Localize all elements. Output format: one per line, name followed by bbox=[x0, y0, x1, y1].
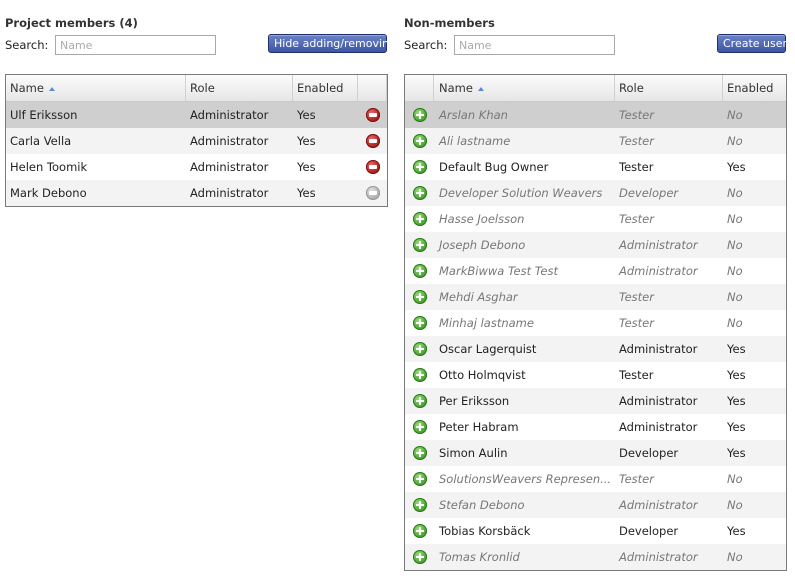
column-header-action bbox=[405, 75, 434, 101]
non-member-enabled: Yes bbox=[727, 368, 746, 382]
add-icon[interactable] bbox=[413, 290, 427, 304]
member-row[interactable] bbox=[6, 154, 387, 180]
non-member-role: Tester bbox=[619, 134, 654, 148]
non-member-action-cell bbox=[405, 342, 434, 356]
non-member-enabled: No bbox=[727, 238, 743, 252]
non-member-name: Ali lastname bbox=[439, 134, 511, 148]
members-grid-body bbox=[6, 102, 387, 206]
non-member-role: Developer bbox=[619, 524, 679, 538]
column-header-enabled-label: Enabled bbox=[297, 81, 344, 95]
non-member-role: Tester bbox=[619, 108, 654, 122]
non-member-role: Tester bbox=[619, 472, 654, 486]
non-member-enabled: No bbox=[727, 212, 743, 226]
member-enabled: Yes bbox=[297, 186, 316, 200]
non-member-action-cell bbox=[405, 368, 434, 382]
non-member-row[interactable] bbox=[405, 544, 786, 570]
non-member-row[interactable] bbox=[405, 440, 786, 466]
non-member-action-cell bbox=[405, 498, 434, 512]
column-header-name[interactable] bbox=[434, 75, 615, 101]
non-member-row[interactable] bbox=[405, 102, 786, 128]
member-enabled: Yes bbox=[297, 160, 316, 174]
non-member-action-cell bbox=[405, 186, 434, 200]
non-member-name: Developer Solution Weavers bbox=[439, 186, 603, 200]
column-header-name[interactable] bbox=[6, 75, 186, 101]
non-member-enabled: Yes bbox=[727, 160, 746, 174]
members-search-label: Search: bbox=[5, 38, 49, 52]
add-icon[interactable] bbox=[413, 524, 427, 538]
non-members-search-label: Search: bbox=[404, 38, 448, 52]
member-row[interactable] bbox=[6, 102, 387, 128]
non-member-name: Minhaj lastname bbox=[439, 316, 534, 330]
non-member-role: Administrator bbox=[619, 264, 698, 278]
non-member-name: Otto Holmqvist bbox=[439, 368, 526, 382]
non-member-enabled: Yes bbox=[727, 446, 746, 460]
non-member-enabled: Yes bbox=[727, 524, 746, 538]
non-member-row[interactable] bbox=[405, 284, 786, 310]
non-member-row[interactable] bbox=[405, 518, 786, 544]
remove-icon[interactable] bbox=[366, 160, 380, 174]
non-member-row[interactable] bbox=[405, 232, 786, 258]
column-header-enabled[interactable] bbox=[723, 75, 786, 101]
member-enabled: Yes bbox=[297, 134, 316, 148]
non-member-name: SolutionsWeavers Represen... bbox=[439, 472, 612, 486]
non-member-action-cell bbox=[405, 394, 434, 408]
add-icon[interactable] bbox=[413, 316, 427, 330]
remove-icon[interactable] bbox=[366, 108, 380, 122]
non-member-role: Tester bbox=[619, 212, 654, 226]
non-member-role: Administrator bbox=[619, 498, 698, 512]
column-header-role[interactable] bbox=[615, 75, 723, 101]
column-header-role[interactable] bbox=[186, 75, 293, 101]
non-member-row[interactable] bbox=[405, 414, 786, 440]
add-icon[interactable] bbox=[413, 342, 427, 356]
members-grid-header bbox=[6, 75, 387, 102]
non-member-role: Administrator bbox=[619, 550, 698, 564]
non-member-enabled: No bbox=[727, 550, 743, 564]
non-member-action-cell bbox=[405, 446, 434, 460]
non-member-action-cell bbox=[405, 290, 434, 304]
non-member-row[interactable] bbox=[405, 492, 786, 518]
non-member-enabled: No bbox=[727, 264, 743, 278]
member-name: Carla Vella bbox=[10, 134, 72, 148]
non-member-action-cell bbox=[405, 160, 434, 174]
remove-icon[interactable] bbox=[366, 134, 380, 148]
non-member-row[interactable] bbox=[405, 310, 786, 336]
member-action-cell bbox=[358, 108, 387, 122]
non-member-enabled: No bbox=[727, 290, 743, 304]
non-member-role: Administrator bbox=[619, 342, 698, 356]
non-member-name: Tomas Kronlid bbox=[439, 550, 520, 564]
non-members-search-input[interactable] bbox=[454, 35, 615, 55]
non-member-name: MarkBiwwa Test Test bbox=[439, 264, 558, 278]
column-header-name-label: Name bbox=[439, 81, 473, 95]
non-member-name: Oscar Lagerquist bbox=[439, 342, 537, 356]
non-member-enabled: Yes bbox=[727, 420, 746, 434]
sort-ascending-icon bbox=[478, 87, 484, 91]
add-icon[interactable] bbox=[413, 186, 427, 200]
non-member-name: Tobias Korsbäck bbox=[439, 524, 531, 538]
add-icon[interactable] bbox=[413, 212, 427, 226]
member-role: Administrator bbox=[190, 108, 269, 122]
member-name: Mark Debono bbox=[10, 186, 87, 200]
add-icon[interactable] bbox=[413, 446, 427, 460]
non-member-action-cell bbox=[405, 524, 434, 538]
add-icon[interactable] bbox=[413, 498, 427, 512]
non-member-name: Hasse Joelsson bbox=[439, 212, 525, 226]
non-member-row[interactable] bbox=[405, 180, 786, 206]
non-member-row[interactable] bbox=[405, 466, 786, 492]
column-header-action bbox=[358, 75, 387, 101]
non-member-enabled: No bbox=[727, 498, 743, 512]
project-members-heading: Project members (4) bbox=[5, 16, 138, 30]
add-icon[interactable] bbox=[413, 420, 427, 434]
sort-ascending-icon bbox=[49, 87, 55, 91]
members-search-input[interactable] bbox=[55, 35, 216, 55]
non-member-enabled: Yes bbox=[727, 342, 746, 356]
non-member-row[interactable] bbox=[405, 362, 786, 388]
non-member-action-cell bbox=[405, 550, 434, 564]
non-member-name: Joseph Debono bbox=[439, 238, 526, 252]
column-header-name-label: Name bbox=[10, 81, 44, 95]
non-members-heading: Non-members bbox=[404, 16, 495, 30]
column-header-enabled-label: Enabled bbox=[727, 81, 774, 95]
non-member-name: Simon Aulin bbox=[439, 446, 508, 460]
non-member-role: Tester bbox=[619, 290, 654, 304]
add-icon[interactable] bbox=[413, 550, 427, 564]
non-member-name: Mehdi Asghar bbox=[439, 290, 518, 304]
non-member-role: Developer bbox=[619, 186, 679, 200]
non-member-row[interactable] bbox=[405, 206, 786, 232]
hide-adding-removing-button[interactable]: Hide adding/removing bbox=[268, 34, 387, 53]
non-member-role: Administrator bbox=[619, 394, 698, 408]
non-member-row[interactable] bbox=[405, 128, 786, 154]
non-member-row[interactable] bbox=[405, 336, 786, 362]
remove-disabled-icon bbox=[366, 186, 380, 200]
non-member-name: Per Eriksson bbox=[439, 394, 510, 408]
member-role: Administrator bbox=[190, 186, 269, 200]
create-user-button[interactable]: Create user bbox=[717, 34, 786, 53]
member-enabled: Yes bbox=[297, 108, 316, 122]
non-members-grid-body bbox=[405, 102, 786, 570]
non-member-enabled: No bbox=[727, 316, 743, 330]
member-name: Helen Toomik bbox=[10, 160, 88, 174]
non-member-role: Administrator bbox=[619, 238, 698, 252]
non-member-action-cell bbox=[405, 108, 434, 122]
non-member-name: Peter Habram bbox=[439, 420, 519, 434]
non-member-action-cell bbox=[405, 134, 434, 148]
member-action-cell bbox=[358, 160, 387, 174]
non-member-enabled: No bbox=[727, 134, 743, 148]
member-role: Administrator bbox=[190, 134, 269, 148]
non-member-action-cell bbox=[405, 420, 434, 434]
add-icon[interactable] bbox=[413, 160, 427, 174]
column-header-enabled[interactable] bbox=[293, 75, 358, 101]
members-grid bbox=[5, 74, 388, 207]
add-icon[interactable] bbox=[413, 264, 427, 278]
non-member-action-cell bbox=[405, 472, 434, 486]
non-member-row[interactable] bbox=[405, 154, 786, 180]
non-members-grid-header bbox=[405, 75, 786, 102]
add-icon[interactable] bbox=[413, 394, 427, 408]
non-member-role: Administrator bbox=[619, 420, 698, 434]
non-member-action-cell bbox=[405, 238, 434, 252]
add-icon[interactable] bbox=[413, 238, 427, 252]
non-member-enabled: No bbox=[727, 472, 743, 486]
non-member-role: Tester bbox=[619, 316, 654, 330]
non-member-role: Tester bbox=[619, 160, 654, 174]
non-member-role: Tester bbox=[619, 368, 654, 382]
non-member-row[interactable] bbox=[405, 388, 786, 414]
member-action-cell bbox=[358, 134, 387, 148]
non-member-enabled: No bbox=[727, 186, 743, 200]
non-member-enabled: No bbox=[727, 108, 743, 122]
non-member-action-cell bbox=[405, 316, 434, 330]
non-member-row[interactable] bbox=[405, 258, 786, 284]
non-members-grid bbox=[404, 74, 787, 571]
member-role: Administrator bbox=[190, 160, 269, 174]
add-icon[interactable] bbox=[413, 472, 427, 486]
column-header-role-label: Role bbox=[190, 81, 215, 95]
non-member-enabled: Yes bbox=[727, 394, 746, 408]
non-member-action-cell bbox=[405, 212, 434, 226]
member-name: Ulf Eriksson bbox=[10, 108, 78, 122]
member-row[interactable] bbox=[6, 180, 387, 206]
member-action-cell bbox=[358, 186, 387, 200]
column-header-role-label: Role bbox=[619, 81, 644, 95]
non-member-role: Developer bbox=[619, 446, 679, 460]
add-icon[interactable] bbox=[413, 368, 427, 382]
add-icon[interactable] bbox=[413, 134, 427, 148]
member-row[interactable] bbox=[6, 128, 387, 154]
non-member-name: Arslan Khan bbox=[439, 108, 508, 122]
non-member-name: Default Bug Owner bbox=[439, 160, 549, 174]
non-member-action-cell bbox=[405, 264, 434, 278]
non-member-name: Stefan Debono bbox=[439, 498, 525, 512]
add-icon[interactable] bbox=[413, 108, 427, 122]
